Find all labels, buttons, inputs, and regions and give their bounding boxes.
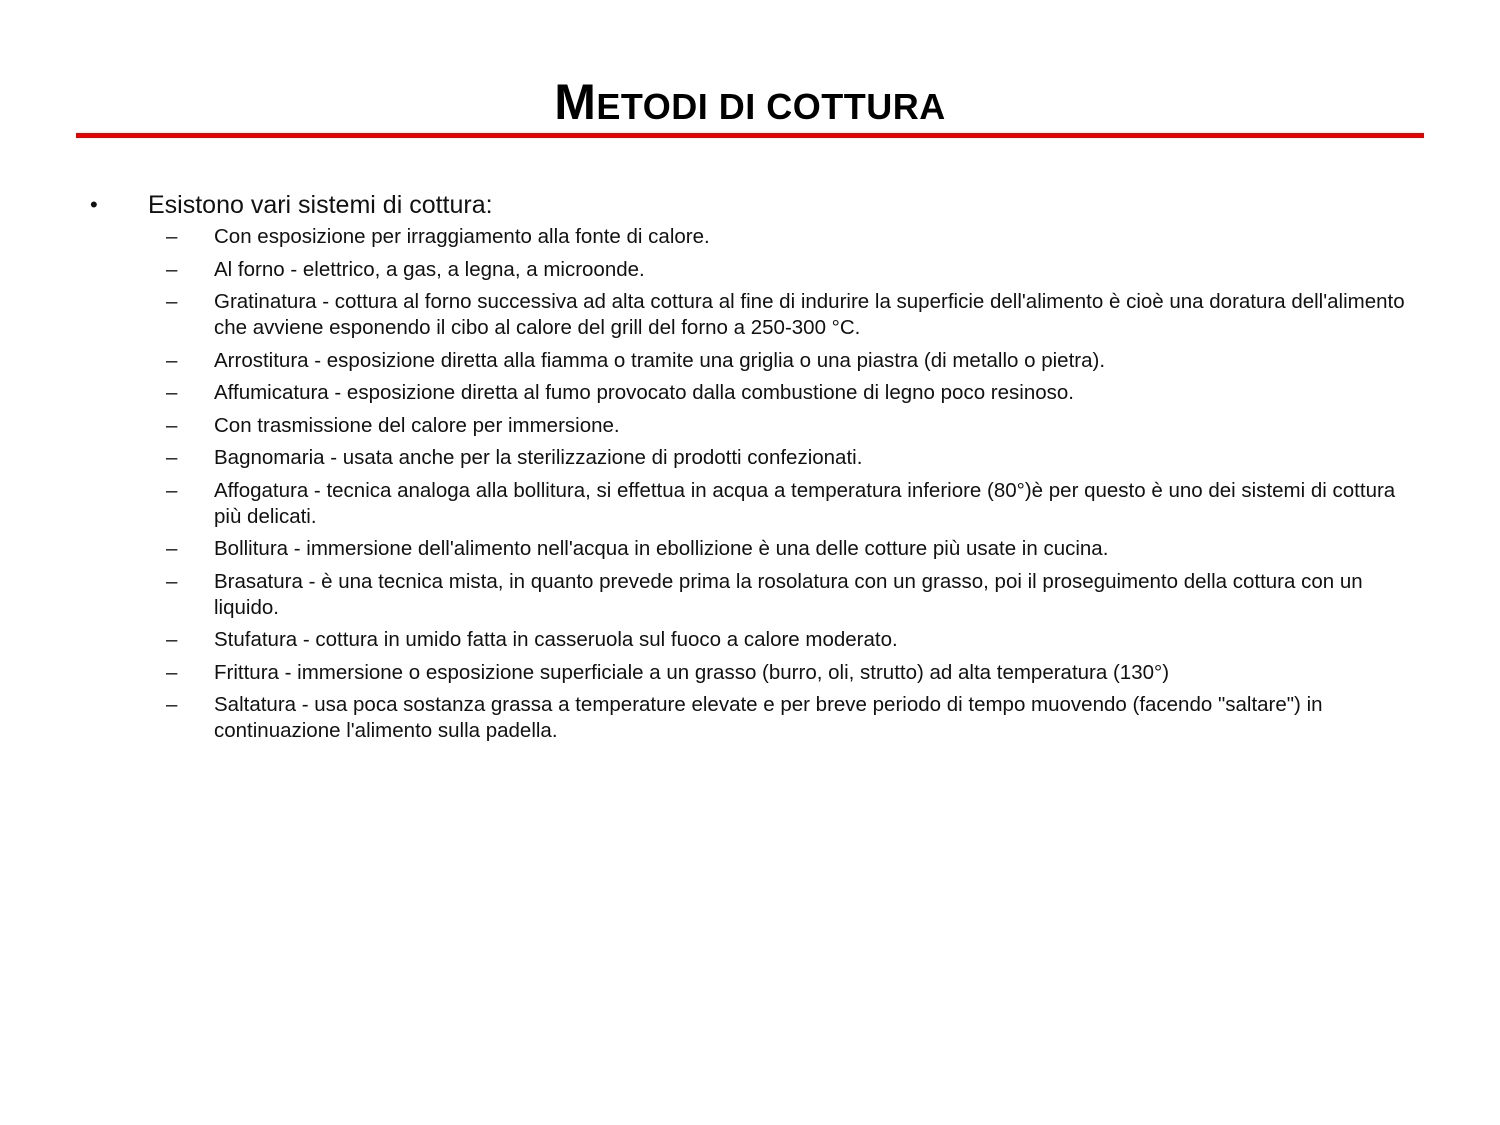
slide-title-initial: M <box>554 74 597 130</box>
main-bullet <box>90 188 1420 222</box>
sub-bullet-item <box>90 380 1420 406</box>
title-underline <box>76 133 1424 138</box>
sub-bullet-item <box>90 627 1420 653</box>
sub-bullet-item <box>90 692 1420 744</box>
sub-bullet-text: Con esposizione per irraggiamento alla fonte di calore. <box>214 225 710 248</box>
main-bullet-text: Esistono vari sistemi di cottura: <box>148 191 493 219</box>
sub-bullet-item <box>90 445 1420 471</box>
dash-bullet-icon: – <box>166 628 178 651</box>
dash-bullet-icon: – <box>166 257 178 281</box>
slide-title-rest: ETODI DI COTTURA <box>596 86 946 127</box>
sub-bullet-item <box>90 224 1420 250</box>
dash-bullet-icon: – <box>166 660 178 684</box>
sub-bullet-text: Saltatura - usa poca sostanza grassa a temperature elevate e per breve periodo di tempo muovendo (facendo "saltare") in continuazione l'alimento sulla padella. <box>214 693 1323 742</box>
sub-bullet-text: Al forno - elettrico, a gas, a legna, a microonde. <box>214 257 645 281</box>
sub-bullet-item <box>90 569 1420 621</box>
sub-bullet-item <box>90 413 1420 439</box>
sub-bullet-text: Affogatura - tecnica analoga alla bollitura, si effettua in acqua a temperatura inferiore (80°)è per questo è uno dei sistemi di cottura più delicati. <box>214 478 1396 528</box>
sub-bullet-item <box>90 348 1420 374</box>
sub-bullet-text: Stufatura - cottura in umido fatta in casseruola sul fuoco a calore moderato. <box>214 628 898 651</box>
dash-bullet-icon: – <box>166 569 178 593</box>
sub-bullet-list <box>90 224 1420 744</box>
sub-bullet-text: Bagnomaria - usata anche per la sterilizzazione di prodotti confezionati. <box>214 446 863 469</box>
sub-bullet-text: Affumicatura - esposizione diretta al fumo provocato dalla combustione di legno poco resinoso. <box>214 381 1074 404</box>
sub-bullet-item <box>90 660 1420 686</box>
sub-bullet-item <box>90 257 1420 283</box>
sub-bullet-item <box>90 536 1420 562</box>
sub-bullet-item <box>90 289 1420 341</box>
dash-bullet-icon: – <box>166 348 178 372</box>
slide-body <box>90 188 1420 751</box>
dash-bullet-icon: – <box>166 413 178 437</box>
dash-bullet-icon: – <box>166 478 178 502</box>
dash-bullet-icon: – <box>166 537 178 560</box>
dash-bullet-icon: – <box>166 290 178 313</box>
sub-bullet-text: Frittura - immersione o esposizione superficiale a un grasso (burro, oli, strutto) ad alta temperatura (130°) <box>214 660 1170 684</box>
dash-bullet-icon: – <box>166 381 178 404</box>
sub-bullet-text: Gratinatura - cottura al forno successiva ad alta cottura al fine di indurire la superficie dell'alimento è cioè una doratura dell'alimento che avviene esponendo il cibo al calore del grill del forno a 250-300 °C. <box>214 290 1405 339</box>
sub-bullet-item <box>90 478 1420 530</box>
sub-bullet-text: Arrostitura - esposizione diretta alla fiamma o tramite una griglia o una piastra (di metallo o pietra). <box>214 348 1106 372</box>
dash-bullet-icon: – <box>166 446 178 469</box>
slide-title <box>0 72 1500 137</box>
sub-bullet-text: Bollitura - immersione dell'alimento nell'acqua in ebollizione è una delle cotture più usate in cucina. <box>214 537 1109 560</box>
dash-bullet-icon: – <box>166 693 178 716</box>
sub-bullet-text: Con trasmissione del calore per immersione. <box>214 413 620 437</box>
dash-bullet-icon: – <box>166 225 178 248</box>
bullet-dot-icon: • <box>90 192 98 217</box>
sub-bullet-text: Brasatura - è una tecnica mista, in quanto prevede prima la rosolatura con un grasso, poi il proseguimento della cottura con un liquido. <box>214 569 1363 619</box>
